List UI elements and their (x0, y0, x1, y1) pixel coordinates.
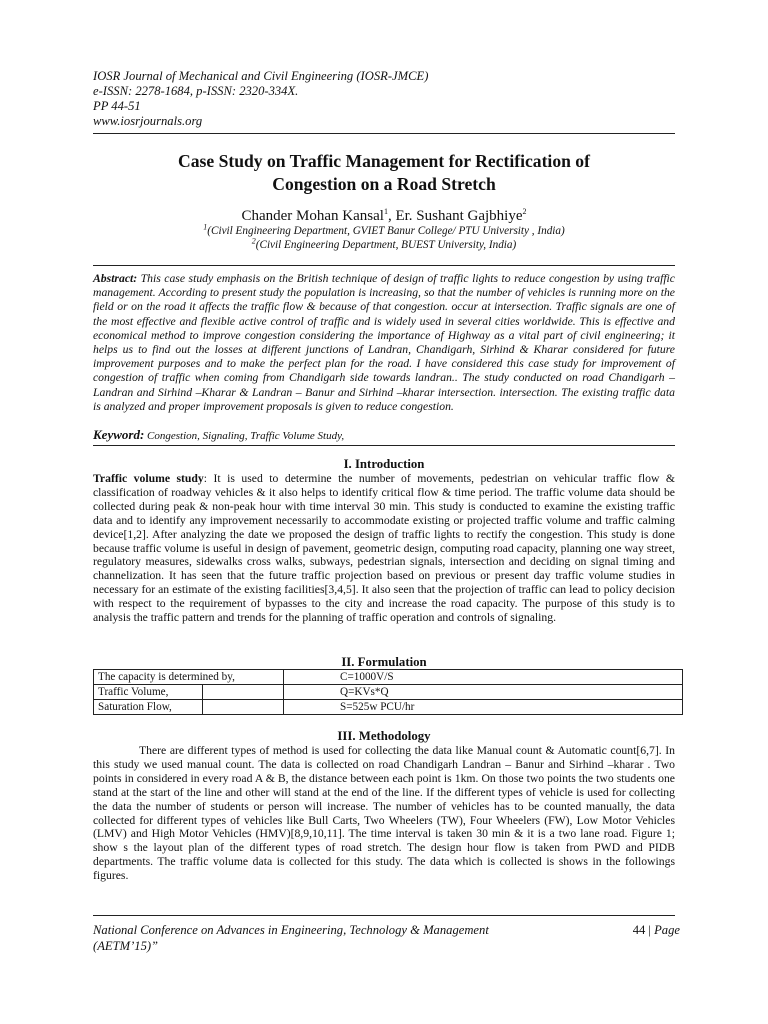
affiliation-1 (93, 222, 675, 238)
journal-name: IOSR Journal of Mechanical and Civil Engineering (IOSR-JMCE) (93, 69, 429, 83)
footer-divider (93, 915, 675, 916)
introduction-lead: Traffic volume study (93, 472, 204, 485)
keywords (93, 427, 675, 444)
table-cell: Saturation Flow, (94, 700, 203, 715)
affiliation-2 (93, 236, 675, 252)
author-2-sup: 2 (522, 207, 527, 216)
abstract-top-rule (93, 265, 675, 266)
table-cell: C=1000V/S (284, 670, 683, 685)
affiliation-1-text: (Civil Engineering Department, GVIET Banur College/ PTU University , India) (207, 225, 565, 237)
abstract (93, 272, 675, 414)
page-label: Page (654, 923, 680, 937)
journal-issn: e-ISSN: 2278-1684, p-ISSN: 2320-334X. (93, 84, 299, 98)
footer-conference-abbr: (AETM’15)” (93, 939, 159, 953)
authors (93, 207, 675, 226)
methodology-text: There are different types of method is used for collecting the data like Manual count & Automatic count[6,7]. In this study we used manual count. The data is collected on road Chandigarh Landran – Banur and Sirhind –kharar . Two points in considered in every road A & B, the distance between each point is 1km. On those two points the two students one stand at the start of the line and other will stand at the end of the line. If the different types of vehicle is used for collecting the data the number of students or person will increase. The number of vehicles has to be counted manually, the data collected for different types of vehicles like Bull Carts, Two Wheelers (TW), Four Wheelers (FW), Low Motor Vehicles (LMV) and High Motor Vehicles (HMV)[8,9,10,11]. The time interval is taken 30 min & it is a two lane road. Figure 1; show s the layout plan of the different types of road stretch. The design hour flow is taken from PWD and PIDB departments. The traffic volume data is collected for this study. The data which is collected is shows in the followings figures. (93, 744, 675, 883)
table-row (94, 685, 683, 700)
keyword-label: Keyword: (93, 427, 145, 442)
footer-page (620, 922, 680, 938)
footer-conference-name: National Conference on Advances in Engineering, Technology & Management (93, 923, 489, 937)
section-heading-introduction: I. Introduction (343, 457, 425, 471)
affiliation-2-sup: 2 (251, 236, 256, 246)
table-cell: The capacity is determined by, (94, 670, 284, 685)
table-cell: Q=KVs*Q (284, 685, 683, 700)
abstract-label: Abstract: (93, 272, 138, 285)
abstract-bottom-rule (93, 445, 675, 446)
table-cell: S=525w PCU/hr (284, 700, 683, 715)
author-1-sup: 1 (383, 207, 388, 216)
section-heading-methodology: III. Methodology (337, 729, 431, 743)
abstract-text: This case study emphasis on the British technique of design of traffic lights to reduce congestion by using traffic management. According to present study the population is increasing, so that the number of vehicles is running more on the field or on the road it affects the traffic flow & because of that congestion. occur at intersection. Traffic signals are one of the most effective and flexible active control of traffic and is widely used in several cities worldwide. This is effective and economical method to improve congestion considering the importance of Highway as a vital part of civil engineering; it helps us to find out the losses at different junctions of Landran, Chandigarh, Sirhind & Kharar considered for future improvement purposes and to make the perfect plan for the road. I have considered this case study for improvement of congestion of traffic when coming from Chandigarh side towards landran.. The study conducted on road Chandigarh –Landran and Sirhind –Kharar & Landran – Banur and Sirhind –kharar intersection. intersection. The existing traffic data is analyzed and proper improvement proposals is given to reduce congestion. (93, 272, 675, 413)
affiliation-1-sup: 1 (203, 222, 208, 232)
table-cell: Traffic Volume, (94, 685, 203, 700)
formulation-table (93, 669, 683, 715)
journal-header (93, 69, 683, 129)
introduction-text: : It is used to determine the number of movements, pedestrian on vehicular traffic flow & classification of roadway vehicles & it also helps to identify critical flow & time period. The traffic volume data should be collected during peak & non-peak hour with time interval 30 min. This study is conducted to examine the existing traffic data and to identify any improvement necessarily to accommodate existing or projected traffic volume and traffic calming device[1,2]. After analyzing the date we proposed the design of traffic lights to rectify the congestion. This study is done because traffic volume is useful in design of pavement, geometric design, computing road capacity, planning one way street, regulatory measures, sidewalks cross walks, subways, pedestrian signals, intersection and deciding on signal timing and channelization. It has seen that the future traffic projection based on previous or present day traffic volume studies in necessary for an estimate of the existing facilities[3,4,5]. It also seen that the projection of traffic can lead to policy decision with respect to the requirement of bypasses to the city and increase the road capacity. The purpose of this study is to analysis the traffic pattern and trends for the planning of traffic operation and controls of signaling. (93, 472, 675, 625)
introduction-paragraph (93, 472, 675, 625)
page-number: 44 | (632, 923, 655, 937)
header-divider (93, 133, 675, 134)
paper-title (93, 150, 675, 196)
author-1-name: Chander Mohan Kansal (241, 208, 384, 224)
journal-pages: PP 44-51 (93, 99, 141, 113)
title-line-2: Congestion on a Road Stretch (272, 174, 496, 194)
methodology-paragraph (93, 744, 675, 883)
table-row (94, 700, 683, 715)
footer-conference (93, 922, 563, 954)
title-line-1: Case Study on Traffic Management for Rectification of (178, 151, 590, 171)
table-row (94, 670, 683, 685)
journal-website: www.iosrjournals.org (93, 114, 203, 128)
table-cell (203, 685, 284, 700)
table-cell (203, 700, 284, 715)
author-2-name: , Er. Sushant Gajbhiye (387, 208, 523, 224)
keyword-text: Congestion, Signaling, Traffic Volume Study, (144, 430, 345, 442)
affiliation-2-text: (Civil Engineering Department, BUEST University, India) (255, 239, 517, 251)
section-heading-formulation: II. Formulation (341, 655, 427, 669)
